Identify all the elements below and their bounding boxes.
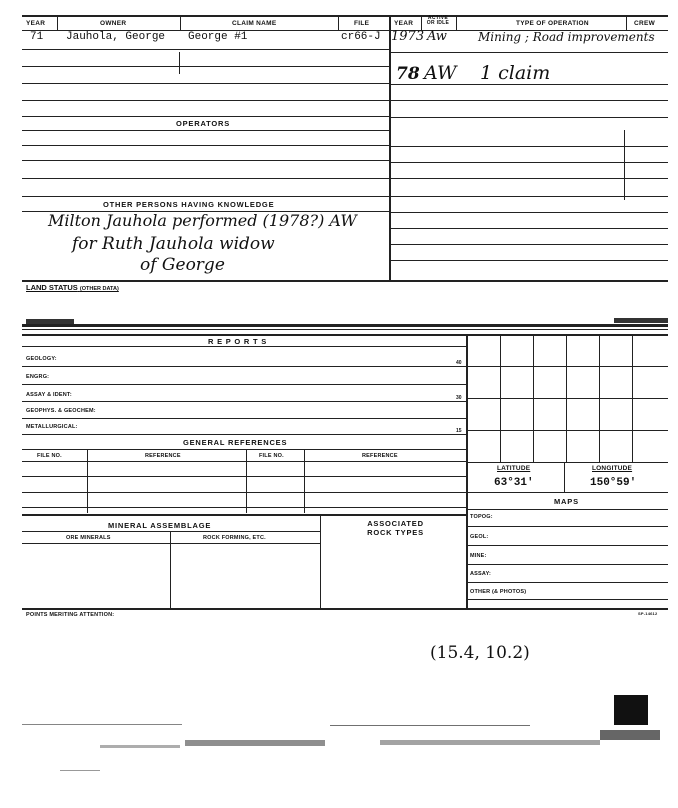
ref-header-reference-2: REFERENCE <box>362 453 398 459</box>
header-crew: CREW <box>634 20 656 27</box>
header-active-idle: ACTIVE OR IDLE <box>426 15 450 26</box>
reports-heading: R E P O R T S <box>208 337 268 346</box>
report-assay-num: 30 <box>456 395 462 401</box>
header-owner: OWNER <box>100 20 127 27</box>
longitude-value: 150°59' <box>590 477 637 489</box>
operation-1-status: Aw <box>427 29 447 44</box>
report-assay: ASSAY & IDENT: <box>26 392 72 398</box>
form-number: SP-14612 <box>638 611 658 616</box>
operation-2-status: AW <box>424 62 457 84</box>
associated-rock-types-heading: ASSOCIATED ROCK TYPES <box>367 519 424 537</box>
latitude-label: LATITUDE <box>497 465 531 472</box>
header-year: YEAR <box>26 20 46 27</box>
ore-minerals-header: ORE MINERALS <box>66 535 111 541</box>
report-geophys: GEOPHYS. & GEOCHEM: <box>26 408 96 414</box>
maps-assay: ASSAY: <box>470 571 492 577</box>
knowledge-note-line-1: Milton Jauhola performed (1978?) AW <box>48 211 357 230</box>
land-status-heading: LAND STATUS <box>26 283 78 292</box>
report-metallurgical: METALLURGICAL: <box>26 424 78 430</box>
maps-mine: MINE: <box>470 553 487 559</box>
header-claim-name: CLAIM NAME <box>232 20 277 27</box>
operators-heading: OPERATORS <box>176 119 231 128</box>
general-references-heading: GENERAL REFERENCES <box>183 438 288 447</box>
points-meriting-attention: POINTS MERITING ATTENTION: <box>26 612 115 618</box>
header-year-2: YEAR <box>394 20 414 27</box>
report-geology-num: 40 <box>456 360 462 366</box>
ref-header-file-no-2: FILE NO. <box>259 453 284 459</box>
knowledge-note-line-3: of George <box>140 255 225 275</box>
header-file: FILE <box>354 20 370 27</box>
other-persons-heading: OTHER PERSONS HAVING KNOWLEDGE <box>103 200 275 209</box>
maps-geol: GEOL: <box>470 534 489 540</box>
maps-heading: MAPS <box>554 497 579 506</box>
land-status-sub: (OTHER DATA) <box>79 286 119 292</box>
ref-header-reference: REFERENCE <box>145 453 181 459</box>
operation-1-year: 1973 <box>391 29 425 44</box>
rock-forming-header: ROCK FORMING, ETC. <box>203 535 266 541</box>
report-metallurgical-num: 15 <box>456 428 462 434</box>
knowledge-note-line-2: for Ruth Jauhola widow <box>72 234 275 254</box>
maps-topog: TOPOG: <box>470 514 493 520</box>
longitude-label: LONGITUDE <box>592 465 633 472</box>
record-owner: Jauhola, George <box>66 31 166 43</box>
page-note: (15.4, 10.2) <box>430 643 530 663</box>
report-engrg: ENGRG: <box>26 374 50 380</box>
operation-2-year: 78 <box>396 64 420 84</box>
record-claim: George #1 <box>188 31 248 43</box>
ref-header-file-no: FILE NO. <box>37 453 62 459</box>
report-geology: GEOLOGY: <box>26 356 57 362</box>
latitude-value: 63°31' <box>494 477 534 489</box>
record-file: cr66-J <box>341 31 381 43</box>
operation-2-type: 1 claim <box>480 62 551 84</box>
record-year: 71 <box>30 31 44 43</box>
operation-1-type: Mining ; Road improvements <box>478 30 655 44</box>
header-type-of-operation: TYPE OF OPERATION <box>516 20 589 27</box>
maps-other: OTHER (& PHOTOS) <box>470 589 527 595</box>
mineral-assemblage-heading: MINERAL ASSEMBLAGE <box>108 521 212 530</box>
